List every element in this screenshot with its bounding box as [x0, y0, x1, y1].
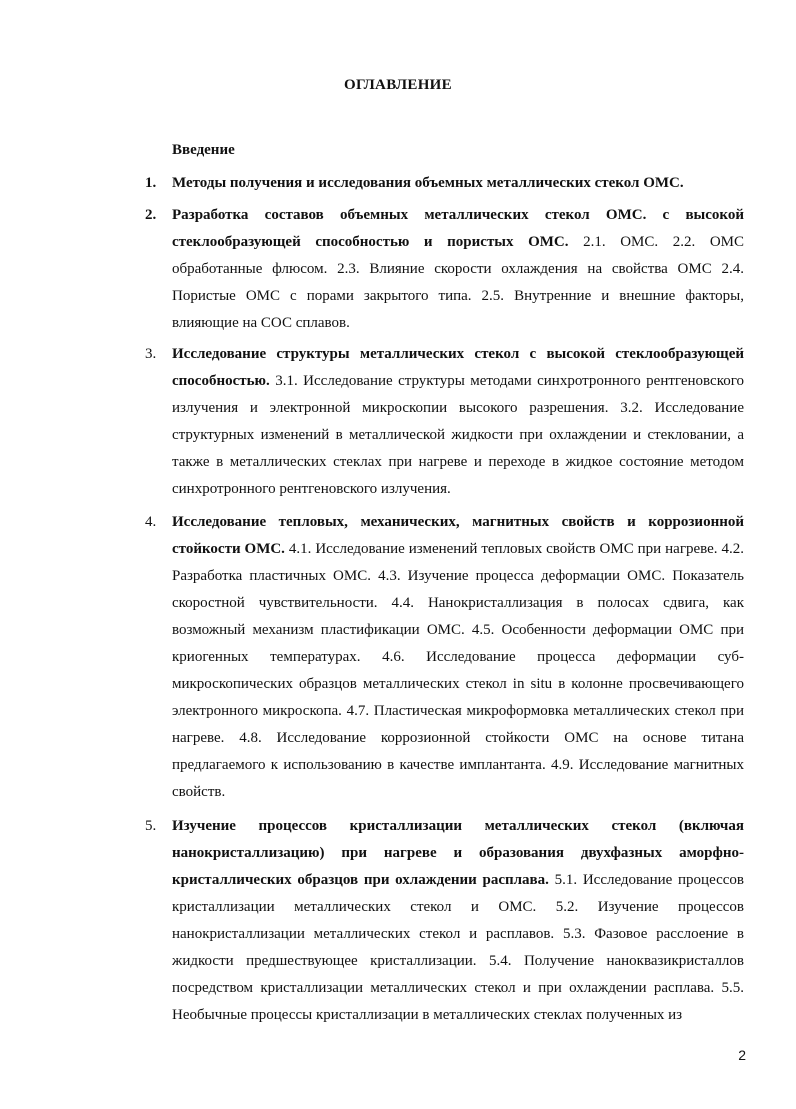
toc-item-body: 3.1. Исследование структуры методами синхротронного рентгеновского излучения и электронной микроскопии высокого разрешения. 3.2. Исследование структурных изменений в металлической жидкости при охлаждении и стекловании, а также в металлических стеклах при нагреве и переходе в жидкое состояние методом синхротронного рентгеновского излучения.	[172, 373, 744, 497]
toc-item-body: 2.1. ОМС. 2.2. ОМС обработанные флюсом. 2.3. Влияние скорости охлаждения на свойства ОМС 2.4. Пористые ОМС с порами закрытого типа. 2.5. Внутренние и внешние факторы, влияющие на СОС сплавов.	[172, 234, 744, 331]
toc-item-number: 4.	[145, 514, 157, 530]
toc-item-heading: Методы получения и исследования объемных металлических стекол ОМС.	[172, 175, 684, 191]
toc-item-heading: Изучение процессов кристаллизации металлических стекол (включая нанокристаллизацию) при нагреве и образования двухфазных аморфно-кристаллических образцов при охлаждении расплава.	[172, 818, 744, 888]
toc-item-2	[145, 202, 744, 337]
page-title: ОГЛАВЛЕНИЕ	[344, 77, 452, 93]
toc-item-number: 1.	[145, 175, 157, 191]
toc-item-1	[145, 170, 744, 197]
toc-item-number: 3.	[145, 346, 157, 362]
toc-item-heading: Исследование тепловых, механических, магнитных свойств и коррозионной стойкости ОМС.	[172, 514, 744, 557]
toc-item-5	[145, 813, 744, 1029]
toc-item-body: 5.1. Исследование процессов кристаллизации металлических стекол и ОМС. 5.2. Изучение процессов нанокристаллизации металлических стекол и расплавов. 5.3. Фазовое расслоение в жидкости предшествующее кристаллизации. 5.4. Получение нанoквазикристаллов посредством кристаллизации металлических стекол и при охлаждении расплава. 5.5. Необычные процессы кристаллизации в металлических стеклах полученных из	[172, 872, 744, 1023]
toc-item-number: 2.	[145, 207, 157, 223]
toc-item-body: 4.1. Исследование изменений тепловых свойств ОМС при нагреве. 4.2. Разработка пластичных ОМС. 4.3. Изучение процесса деформации ОМС. Показатель скоростной чувствительности. 4.4. Нанокристаллизация в полосах сдвига, как возможный механизм пластификации ОМС. 4.5. Особенности деформации ОМС при криогенных температурах. 4.6. Исследование процесса деформации суб-микроскопических образцов металлических стекол in situ в колонне просвечивающего электронного микроскопа. 4.7. Пластическая микроформовка металлических стекол при нагреве. 4.8. Исследование коррозионной стойкости ОМС на основе титана предлагаемого к использованию в качестве имплантанта. 4.9. Исследование магнитных свойств.	[172, 541, 744, 800]
toc-item-4	[145, 509, 744, 806]
toc-item-heading: Исследование структуры металлических стекол с высокой стеклообразующей способностью.	[172, 346, 744, 389]
toc-intro: Введение	[172, 142, 235, 158]
toc-item-heading: Разработка составов объемных металлических стекол ОМС. с высокой стеклообразующей способностью и пористых ОМС.	[172, 207, 744, 250]
toc-item-3	[145, 341, 744, 503]
page-number: 2	[738, 1047, 746, 1063]
toc-item-number: 5.	[145, 818, 157, 834]
